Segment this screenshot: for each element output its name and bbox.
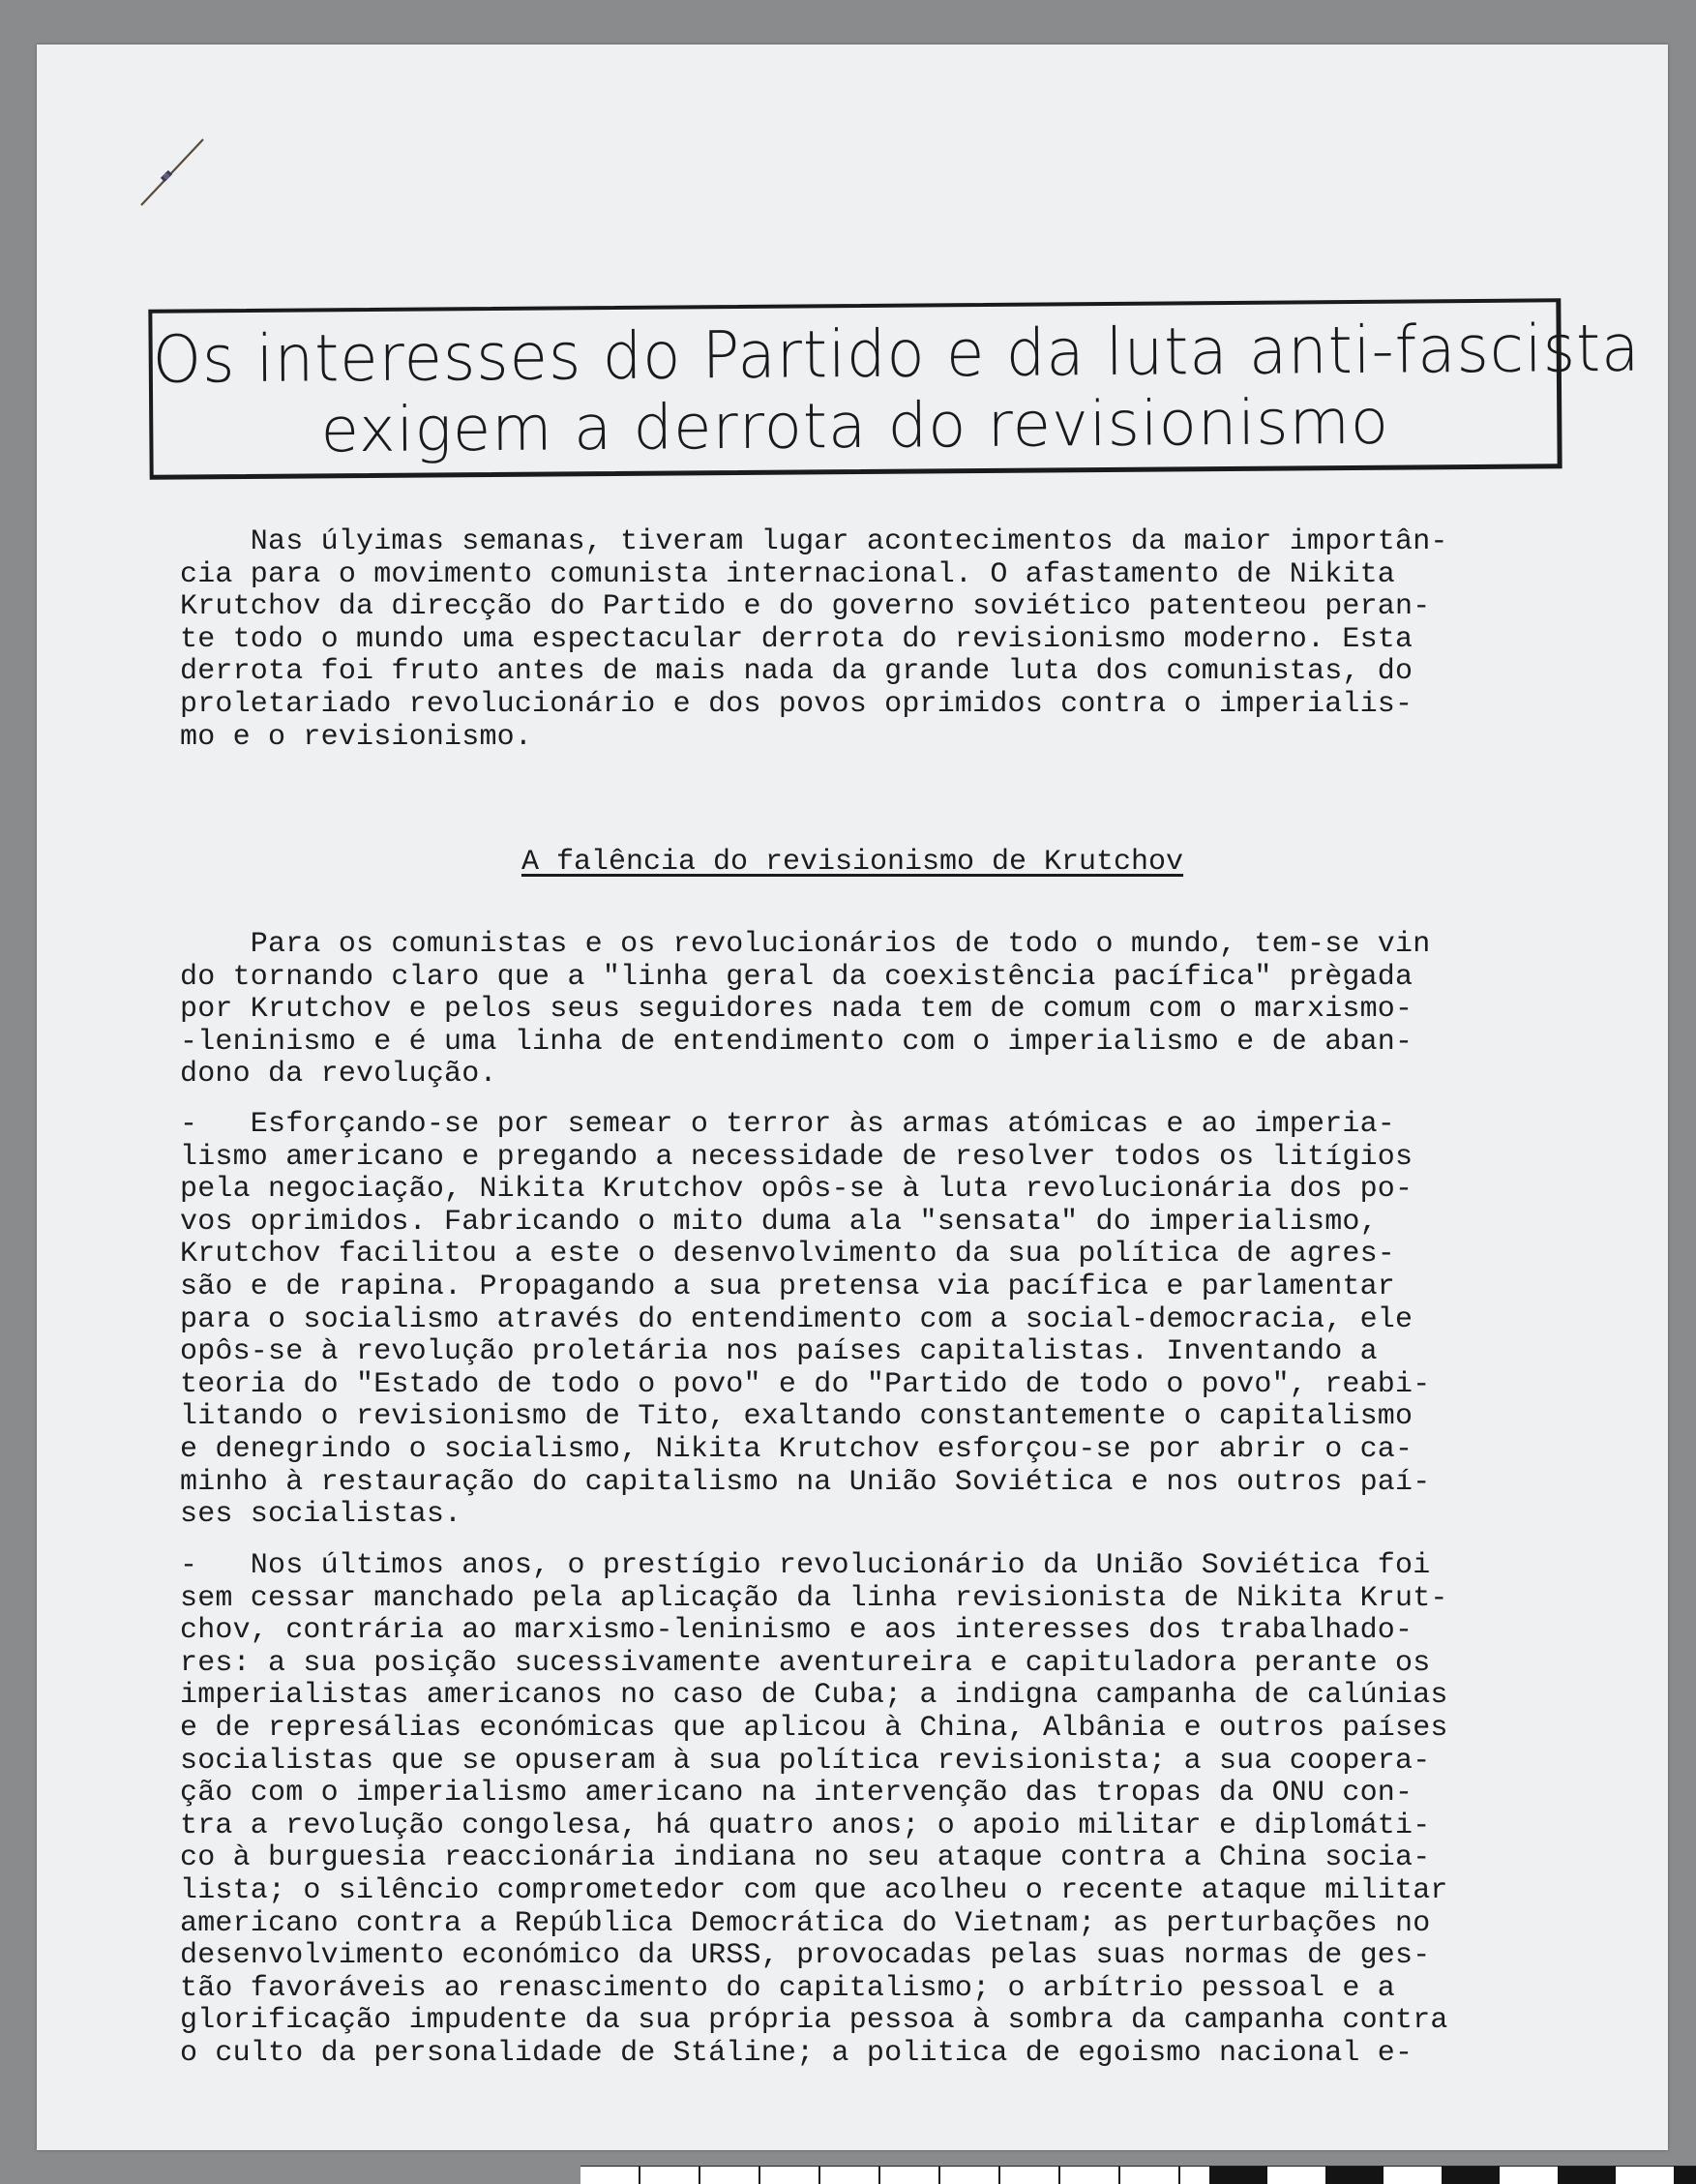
- text-line: tão favoráveis ao renascimento do capitalismo; o arbítrio pessoal e a: [180, 1971, 1396, 2005]
- text-line: para o socialismo através do entendimento com a social-democracia, ele: [180, 1302, 1413, 1336]
- text-line: ção com o imperialismo americano na intervenção das tropas da ONU con-: [180, 1777, 1413, 1810]
- intro-paragraph: [180, 526, 1612, 754]
- text-line: mo e o revisionismo.: [180, 720, 533, 754]
- paragraph-atomic-terror: [180, 1109, 1612, 1532]
- text-line: minho à restauração do capitalismo na União Soviética e nos outros paí-: [180, 1465, 1431, 1499]
- document-page: [37, 45, 1668, 2150]
- text-line: teoria do "Estado de todo o povo" e do "Partido de todo o povo", reabi-: [180, 1367, 1431, 1401]
- text-line: e denegrindo o socialismo, Nikita Krutchov esforçou-se por abrir o ca-: [180, 1432, 1413, 1466]
- text-line: te todo o mundo uma espectacular derrota do revisionismo moderno. Esta: [180, 622, 1413, 656]
- title-box: [148, 298, 1641, 479]
- text-line: litando o revisionismo de Tito, exaltando constantemente o capitalismo: [180, 1400, 1413, 1434]
- title-line-2: exigem a derrota do revisionismo: [320, 386, 1390, 467]
- text-line: Krutchov da direcção do Partido e do governo soviético patenteou peran-: [180, 590, 1431, 624]
- text-line: por Krutchov e pelos seus seguidores nada tem de comum com o marxismo-: [180, 993, 1413, 1027]
- paragraph-recent-years: [180, 1550, 1612, 2071]
- text-line: Para os comunistas e os revolucionários de todo o mundo, tem-se vin: [180, 928, 1431, 961]
- text-line: - Esforçando-se por semear o terror às armas atómicas e ao imperia-: [180, 1108, 1396, 1141]
- text-line: proletariado revolucionário e dos povos oprimidos contra o imperialis-: [180, 687, 1413, 721]
- text-line: - Nos últimos anos, o prestígio revolucionário da União Soviética foi: [180, 1549, 1431, 1582]
- text-line: desenvolvimento económico da URSS, provocadas pelas suas normas de ges-: [180, 1939, 1431, 1973]
- text-line: opôs-se à revolução proletária nos países capitalistas. Inventando a: [180, 1335, 1378, 1369]
- text-line: pela negociação, Nikita Krutchov opôs-se à luta revolucionária dos po-: [180, 1173, 1413, 1207]
- pencil-mark-icon: [134, 134, 211, 211]
- text-line: tra a revolução congolesa, há quatro anos; o apoio militar e diplomáti-: [180, 1809, 1431, 1842]
- scale-ruler-dark-segment: [1209, 2167, 1696, 2184]
- text-line: -leninismo e é uma linha de entendimento com o imperialismo e de aban-: [180, 1025, 1413, 1059]
- text-line: são e de rapina. Propagando a sua pretensa via pacífica e parlamentar: [180, 1270, 1396, 1303]
- text-line: e de represálias económicas que aplicou à China, Albânia e outros países: [180, 1711, 1448, 1745]
- text-line: vos oprimidos. Fabricando o mito duma ala "sensata" do imperialismo,: [180, 1205, 1378, 1239]
- title-line-1: Os interesses do Partido e da luta anti-fascista: [152, 311, 1641, 399]
- text-line: derrota foi fruto antes de mais nada da grande luta dos comunistas, do: [180, 655, 1413, 689]
- text-line: res: a sua posição sucessivamente aventureira e capituladora perante os: [180, 1646, 1431, 1680]
- scale-ruler: [580, 2166, 1696, 2184]
- section-heading: A falência do revisionismo de Krutchov: [521, 846, 1184, 879]
- text-line: dono da revolução.: [180, 1058, 497, 1092]
- text-line: ses socialistas.: [180, 1498, 462, 1532]
- text-line: co à burguesia reaccionária indiana no seu ataque contra a China socia-: [180, 1841, 1431, 1875]
- text-line: do tornando claro que a "linha geral da coexistência pacífica" prègada: [180, 960, 1413, 994]
- text-line: lista; o silêncio comprometedor com que acolheu o recente ataque militar: [180, 1873, 1448, 1907]
- text-line: o culto da personalidade de Stáline; a politica de egoismo nacional e-: [180, 2036, 1413, 2070]
- text-line: Krutchov facilitou a este o desenvolvimento da sua política de agres-: [180, 1238, 1396, 1272]
- text-line: lismo americano e pregando a necessidade de resolver todos os litígios: [180, 1140, 1413, 1174]
- text-line: glorificação impudente da sua própria pessoa à sombra da campanha contra: [180, 2004, 1448, 2038]
- text-line: chov, contrária ao marxismo-leninismo e aos interesses dos trabalhado-: [180, 1614, 1413, 1648]
- paragraph-coexistence: [180, 929, 1612, 1092]
- text-line: sem cessar manchado pela aplicação da linha revisionista de Nikita Krut-: [180, 1581, 1448, 1615]
- text-line: cia para o movimento comunista internacional. O afastamento de Nikita: [180, 557, 1396, 591]
- text-line: Nas úlyimas semanas, tiveram lugar acontecimentos da maior importân-: [180, 525, 1448, 558]
- text-line: imperialistas americanos no caso de Cuba; a indigna campanha de calúnias: [180, 1679, 1448, 1713]
- text-line: socialistas que se opuseram à sua política revisionista; a sua coopera-: [180, 1744, 1431, 1778]
- text-line: americano contra a República Democrática do Vietnam; as perturbações no: [180, 1906, 1431, 1940]
